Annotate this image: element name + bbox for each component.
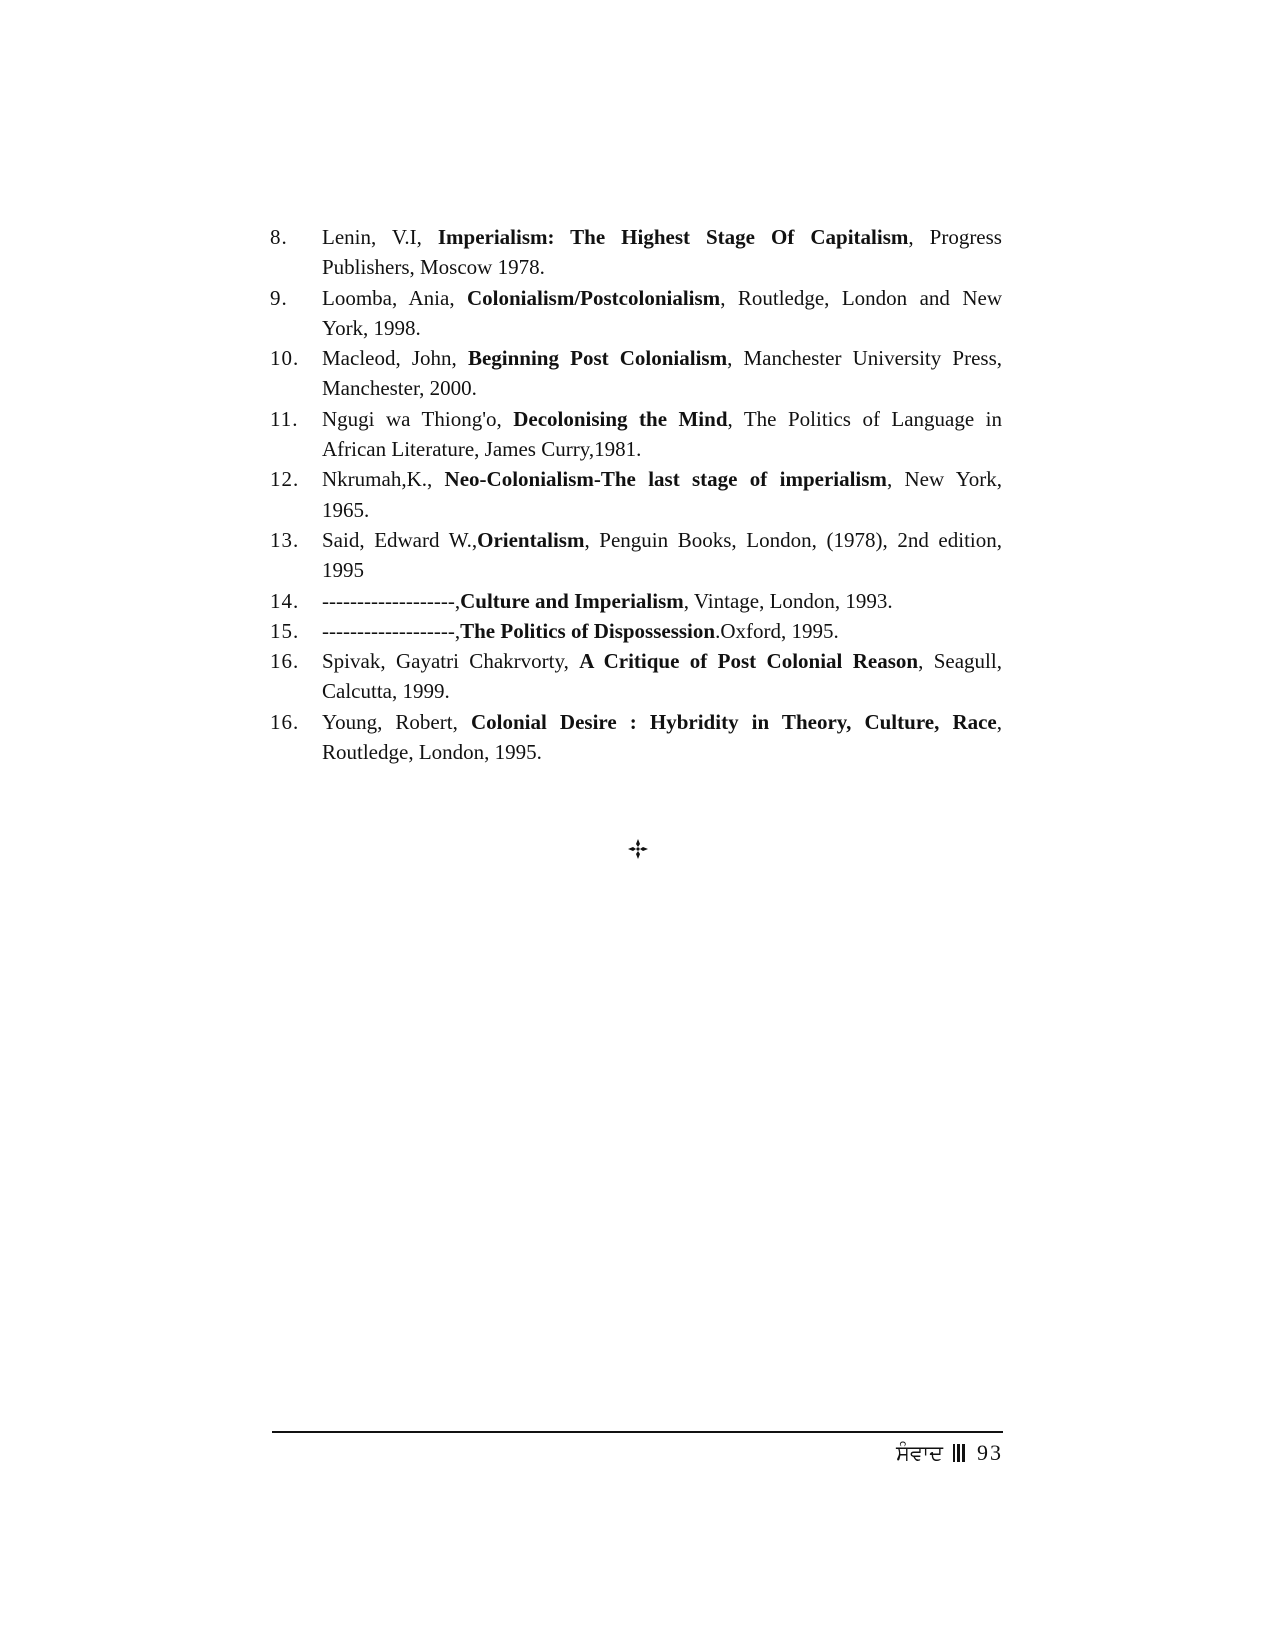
- reference-author: Nkrumah,K.,: [322, 467, 445, 492]
- reference-author: Young, Robert,: [322, 709, 471, 734]
- reference-text: [322, 707, 1002, 768]
- reference-author: -------------------,: [322, 588, 461, 613]
- reference-publication: .Oxford, 1995.: [715, 618, 839, 643]
- reference-title: Neo-Colonialism-The last stage of imperialism: [444, 467, 887, 492]
- reference-list: [270, 222, 1002, 767]
- reference-publication: , Manchester University Press, Manchester, 2000.: [322, 346, 1002, 401]
- reference-title: Decolonising the Mind: [513, 406, 728, 431]
- reference-text: [322, 616, 1002, 646]
- reference-item: [270, 464, 1002, 525]
- reference-title: Colonialism/Postcolonialism: [467, 285, 721, 310]
- reference-number: 10.: [270, 346, 300, 371]
- reference-publication: , Vintage, London, 1993.: [683, 588, 893, 613]
- reference-number: 16.: [270, 709, 300, 734]
- reference-item: [270, 525, 1002, 586]
- reference-author: Said, Edward W.,: [322, 527, 478, 552]
- reference-publication: , Progress Publishers, Moscow 1978.: [322, 225, 1002, 280]
- reference-title: Beginning Post Colonialism: [467, 346, 728, 371]
- reference-publication: , New York, 1965.: [322, 467, 1002, 522]
- footer-rule: [272, 1431, 1003, 1433]
- reference-number: 12.: [270, 467, 300, 492]
- reference-text: [322, 283, 1002, 344]
- reference-number: 13.: [270, 527, 300, 552]
- reference-text: [322, 404, 1002, 465]
- reference-item: [270, 616, 1002, 646]
- reference-number: 8.: [270, 225, 288, 249]
- reference-author: Spivak, Gayatri Chakrvorty,: [322, 649, 580, 674]
- reference-title: A Critique of Post Colonial Reason: [579, 649, 919, 674]
- reference-number: 15.: [270, 618, 300, 643]
- vertical-bars-icon: [953, 1444, 965, 1462]
- reference-item: [270, 222, 1002, 283]
- reference-item: [270, 586, 1002, 616]
- page-footer: [896, 1440, 1003, 1466]
- reference-item: [270, 404, 1002, 465]
- reference-text: [322, 646, 1002, 707]
- reference-author: -------------------,: [322, 618, 461, 643]
- reference-text: [322, 222, 1002, 283]
- reference-author: Macleod, John,: [322, 346, 468, 371]
- four-point-star-ornament-icon: [627, 838, 649, 860]
- reference-title: Colonial Desire : Hybridity in Theory, Culture, Race: [470, 709, 997, 734]
- reference-text: [322, 464, 1002, 525]
- reference-author: Ngugi wa Thiong'o,: [322, 406, 514, 431]
- reference-item: [270, 707, 1002, 768]
- reference-author: Lenin, V.I,: [322, 225, 438, 249]
- reference-title: Imperialism: The Highest Stage Of Capitalism: [437, 225, 909, 249]
- reference-publication: , Routledge, London and New York, 1998.: [322, 285, 1002, 340]
- reference-number: 11.: [270, 406, 299, 431]
- page-number: 93: [977, 1440, 1003, 1465]
- reference-number: 14.: [270, 588, 300, 613]
- reference-publication: , The Politics of Language in African Literature, James Curry,1981.: [322, 406, 1002, 462]
- reference-text: [322, 586, 1002, 616]
- journal-name: ਸੰਵਾਦ: [895, 1440, 943, 1465]
- reference-title: Orientalism: [477, 527, 585, 552]
- reference-publication: , Penguin Books, London, (1978), 2nd edition, 1995: [322, 527, 1002, 583]
- reference-item: [270, 646, 1002, 707]
- reference-item: [270, 343, 1002, 404]
- reference-text: [322, 343, 1002, 404]
- reference-title: The Politics of Dispossession: [460, 618, 716, 643]
- reference-number: 9.: [270, 285, 288, 310]
- reference-number: 16.: [270, 649, 300, 674]
- reference-publication: , Seagull, Calcutta, 1999.: [322, 649, 1002, 704]
- reference-author: Loomba, Ania,: [322, 285, 467, 310]
- reference-text: [322, 525, 1002, 586]
- reference-item: [270, 283, 1002, 344]
- reference-publication: , Routledge, London, 1995.: [322, 709, 1003, 765]
- reference-title: Culture and Imperialism: [460, 588, 684, 613]
